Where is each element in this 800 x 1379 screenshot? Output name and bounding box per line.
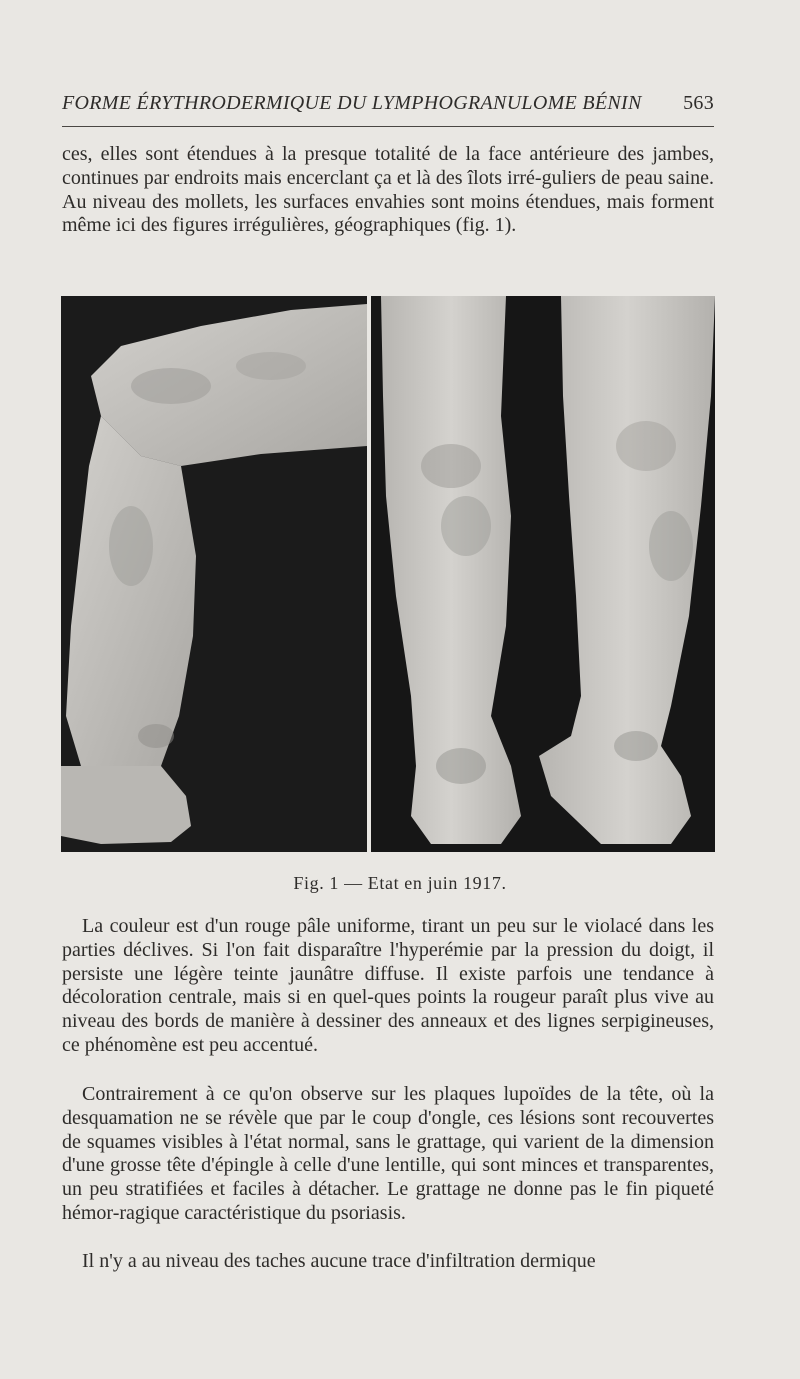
figure-1	[61, 296, 715, 852]
paragraph-4: Il n'y a au niveau des taches aucune trace d'infiltration dermique	[82, 1250, 596, 1272]
running-title: FORME ÉRYTHRODERMIQUE DU LYMPHOGRANULOME BÉNIN	[62, 92, 642, 114]
paragraph-1: ces, elles sont étendues à la presque totalité de la face antérieure des jambes, continues par endroits mais encerclant ça et là des îlots irré-guliers de peau saine. Au niveau des mollets, les surfaces envahies sont moins étendues, mais forment même ici des figures irrégulières, géographiques (fig. 1).	[62, 143, 714, 237]
page-number: 563	[683, 92, 714, 114]
page-header	[62, 92, 714, 115]
photo-right-legs-back-view	[371, 296, 715, 852]
paragraph-2: La couleur est d'un rouge pâle uniforme, tirant un peu sur le violacé dans les parties déclives. Si l'on fait disparaître l'hyperémie par la pression du doigt, il persiste une légère teinte jaunâtre diffuse. Il existe parfois une tendance à décoloration centrale, mais si en quel-ques points la rougeur paraît plus vive au niveau des bords de manière à dessiner des anneaux et des lignes serpigineuses, ce phénomène est peu accentué.	[62, 915, 714, 1056]
paragraph-3: Contrairement à ce qu'on observe sur les plaques lupoïdes de la tête, où la desquamation ne se révèle que par le coup d'ongle, ces lésions sont recouvertes de squames visibles à l'état normal, sans le grattage, qui varient de la dimension d'une grosse tête d'épingle à celle d'une lentille, qui sont minces et transparentes, un peu stratifiées et faciles à détacher. Le grattage ne donne pas le fin piqueté hémor-ragique caractéristique du psoriasis.	[62, 1083, 714, 1224]
header-rule	[62, 126, 714, 127]
photo-left-leg-side-view	[61, 296, 367, 852]
figure-caption: Fig. 1 — Etat en juin 1917.	[293, 873, 507, 893]
